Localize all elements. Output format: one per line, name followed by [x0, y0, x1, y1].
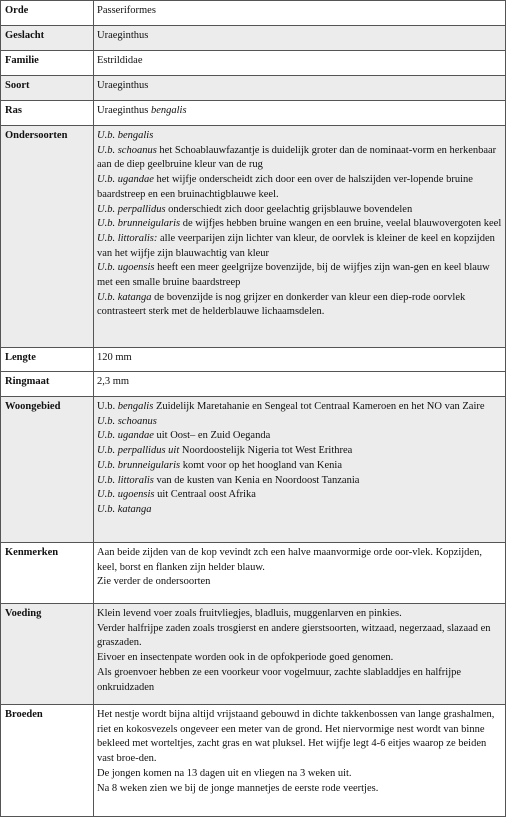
- row-label: Voeding: [1, 604, 94, 705]
- row-label: Orde: [1, 1, 94, 26]
- row-familie: [1, 51, 506, 76]
- range-text: Noordoostelijk Nigeria tot West Erithrea: [179, 445, 353, 457]
- subspecies-entry: [97, 203, 502, 218]
- row-ringmaat: [1, 372, 506, 397]
- range-entry: [97, 400, 502, 415]
- subspecies-text: de bovenzijde is nog grijzer en donkerder van kleur een diep-rode oorvlek contrasteert sterk met de helderblauwe lichaamsdelen.: [97, 291, 466, 318]
- row-orde: [1, 1, 506, 26]
- row-value: 120 mm: [94, 348, 506, 372]
- paragraph: De jongen komen na 13 dagen uit en vliegen na 3 weken uit.: [97, 767, 352, 779]
- row-lengte: [1, 348, 506, 372]
- subspecies-name: U.b. katanga: [97, 291, 152, 303]
- row-value: [94, 101, 506, 126]
- subspecies-text: de wijfjes hebben bruine wangen en een bruine, veelal blauwovergoten keel: [180, 218, 502, 230]
- row-value: 2,3 mm: [94, 372, 506, 397]
- row-geslacht: [1, 26, 506, 51]
- row-label: Soort: [1, 76, 94, 101]
- range-name: U.b. ugandae: [97, 430, 154, 442]
- row-label: Ondersoorten: [1, 126, 94, 348]
- subspecies-name: U.b. schoanus: [97, 144, 157, 156]
- paragraph: Klein levend voer zoals fruitvliegjes, bladluis, muggenlarven en pinkies.: [97, 608, 402, 619]
- range-name: U.b. katanga: [97, 503, 152, 515]
- subspecies-text: het Schoablauwfazantje is duidelijk groter dan de nominaat-vorm en herkenbaar aan de diep geelbruine kleur van de rug: [97, 144, 497, 171]
- subspecies-text: alle veerparijen zijn lichter van kleur, de oorvlek is kleiner de keel en kopzijden van het wijfje zijn blauwachtig van kleur: [97, 232, 495, 259]
- subspecies-text: het wijfje onderscheidt zich door een over de halszijden ver-lopende bruine baardstreep en een bruinachtigblauwe keel.: [97, 174, 473, 200]
- subspecies-entry: [97, 261, 502, 290]
- range-name: U.b. brunneigularis: [97, 459, 181, 471]
- ondersoorten-list: [94, 126, 506, 348]
- row-label: Ringmaat: [1, 372, 94, 397]
- range-text: van de kusten van Kenia en Noordoost Tanzania: [153, 474, 360, 486]
- subspecies-entry: [97, 144, 502, 173]
- row-label: Geslacht: [1, 26, 94, 51]
- subspecies-text: onderschiedt zich door geelachtig grijsblauwe bovendelen: [165, 203, 413, 215]
- range-text: komt voor op het hoogland van Kenia: [180, 459, 342, 471]
- row-voeding: [1, 604, 506, 705]
- paragraph: Als groenvoer hebben ze een voorkeur voor vogelmuur, zachte slabladdjes en halfrijpe onkruidzaden: [97, 666, 462, 693]
- range-text: Zuidelijk Maretahanie en Sengeal tot Centraal Kameroen en het NO van Zaire: [153, 401, 485, 412]
- voeding-text: [94, 604, 506, 705]
- range-entry: [97, 444, 502, 459]
- range-entry: [97, 503, 502, 518]
- range-name: U.b. schoanus: [97, 415, 157, 427]
- paragraph: Eivoer en insectenpate worden ook in de opfokperiode goed genomen.: [97, 652, 394, 664]
- paragraph: Het nestje wordt bijna altijd vrijstaand gebouwd in dichte takkenbossen van lange grashalmen, riet en kokosvezels ongeveer een meter van de grond. Het niervormige nest wordt van binne bekleed met worteltjes, zacht gras en wat pluksel. Het wijfje legt 4-6 eitjes waarop ze beiden vast broe-den.: [97, 709, 495, 765]
- subspecies-entry: [97, 232, 502, 261]
- range-entry: [97, 429, 502, 444]
- row-label: Familie: [1, 51, 94, 76]
- row-label: Ras: [1, 101, 94, 126]
- paragraph: Zie verder de ondersoorten: [97, 576, 211, 588]
- subspecies-name: U.b. perpallidus: [97, 203, 166, 215]
- range-name: U.b. littoralis: [97, 474, 154, 486]
- subspecies-name: U.b. brunneigularis: [97, 218, 181, 230]
- range-entry: [97, 474, 502, 489]
- range-text: uit Oost– en Zuid Oeganda: [153, 430, 271, 442]
- subspecies-entry: [97, 129, 502, 144]
- subspecies-entry: [97, 173, 502, 202]
- subspecies-name: U.b. bengalis: [97, 130, 154, 141]
- range-text: uit Centraal oost Afrika: [154, 489, 256, 501]
- row-kenmerken: [1, 543, 506, 604]
- row-value: Uraeginthus: [94, 76, 506, 101]
- subspecies-name: U.b. ugoensis: [97, 262, 155, 274]
- range-entry: [97, 459, 502, 474]
- subspecies-name: U.b. ugandae: [97, 174, 154, 186]
- row-woongebied: [1, 397, 506, 543]
- row-label: Woongebied: [1, 397, 94, 543]
- paragraph: Verder halfrijpe zaden zoals trosgierst en andere gierstsoorten, witzaad, negerzaad, slazaad en graszaden.: [97, 622, 491, 649]
- ras-genus: Uraeginthus: [97, 105, 151, 116]
- paragraph: Aan beide zijden van de kop vevindt zch een halve maanvormige orde oor-vlek. Kopzijden, keel, borst en flanken zijn helder blauw.: [97, 547, 482, 573]
- row-label: Lengte: [1, 348, 94, 372]
- subspecies-text: heeft een meer geelgrijze bovenzijde, bij de wijfjes zijn wan-gen en keel blauw met een smalle bruine baardstreep: [97, 262, 490, 289]
- row-ondersoorten: [1, 126, 506, 348]
- range-prefix: U.b.: [97, 401, 118, 412]
- range-name: U.b. perpallidus uit: [97, 445, 180, 457]
- range-entry: [97, 415, 502, 430]
- row-label: Broeden: [1, 705, 94, 817]
- range-entry: [97, 488, 502, 503]
- subspecies-entry: [97, 217, 502, 232]
- subspecies-name: U.b. littoralis:: [97, 232, 158, 244]
- row-broeden: [1, 705, 506, 817]
- row-value: Passeriformes: [94, 1, 506, 26]
- ras-species: bengalis: [150, 105, 187, 116]
- row-label: Kenmerken: [1, 543, 94, 604]
- row-soort: [1, 76, 506, 101]
- subspecies-entry: [97, 291, 502, 320]
- woongebied-list: [94, 397, 506, 543]
- broeden-text: [94, 705, 506, 817]
- row-value: Estrildidae: [94, 51, 506, 76]
- kenmerken-text: [94, 543, 506, 604]
- range-name: U.b. ugoensis: [97, 489, 155, 501]
- row-value: Uraeginthus: [94, 26, 506, 51]
- row-ras: [1, 101, 506, 126]
- range-name: bengalis: [117, 401, 154, 412]
- paragraph: Na 8 weken zien we bij de jonge mannetjes de eerste rode veertjes.: [97, 782, 379, 794]
